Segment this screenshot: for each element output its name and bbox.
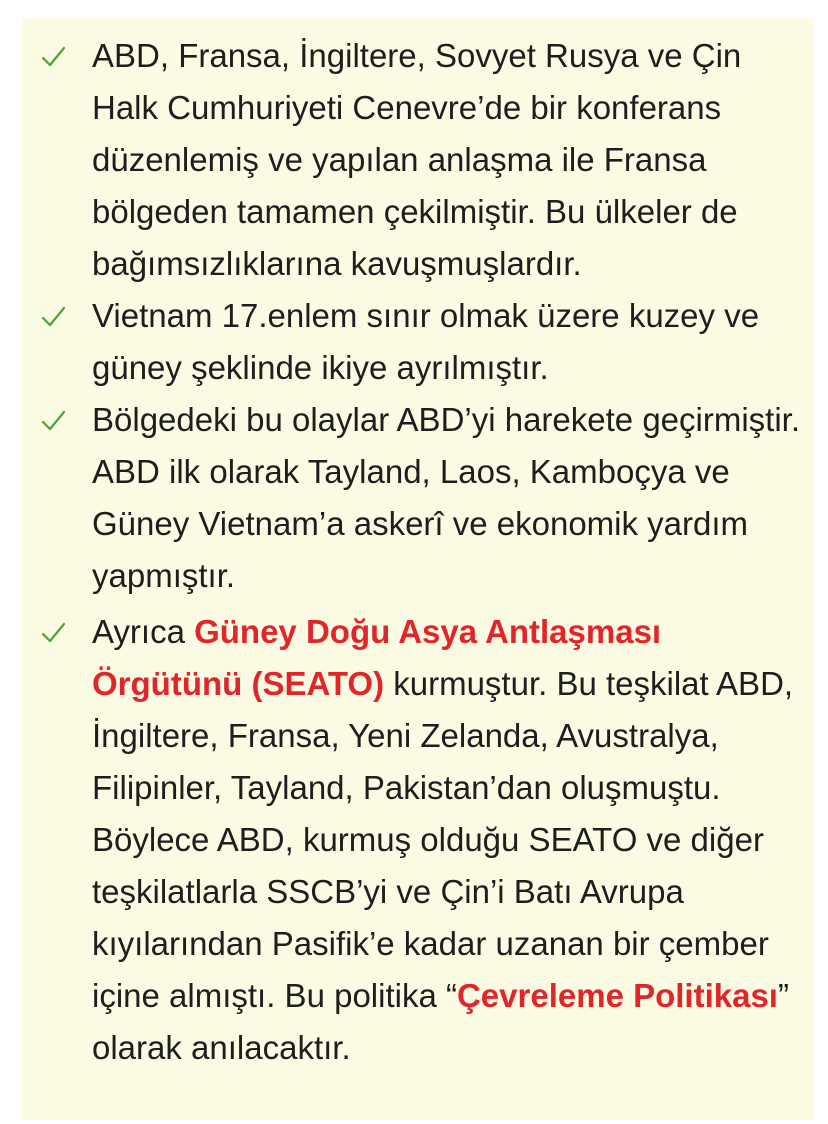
bullet-item-vietnam-division — [22, 290, 814, 394]
bullet-text: Vietnam 17.enlem sınır olmak üzere kuzey ve güney şeklinde ikiye ayrılmıştır. — [92, 297, 760, 386]
checkmark-icon — [38, 618, 68, 648]
checkmark-icon — [38, 406, 68, 436]
bullet-text-part: kurmuştur. Bu teşkilat ABD, İngiltere, Fransa, Yeni Zelanda, Avustralya, Filipinler, Tayland, Pakistan’dan oluşmuştu. Böylece ABD, kurmuş olduğu SEATO ve diğer teşkilatlarla SSCB’yi ve Çin’i Batı Avrupa kıyılarından Pasifik’e kadar uzanan bir çember içine almıştı. Bu politika “ — [92, 665, 794, 1014]
bullet-item-geneva-conference — [22, 30, 814, 290]
bullet-text: ABD, Fransa, İngiltere, Sovyet Rusya ve Çin Halk Cumhuriyeti Cenevre’de bir konferans düzenlemiş ve yapılan anlaşma ile Fransa bölgeden tamamen çekilmiştir. Bu ülkeler de bağımsızlıklarına kavuşmuşlardır. — [92, 37, 742, 282]
bullet-item-usa-aid — [22, 394, 814, 602]
bullet-text-part: Ayrıca — [92, 613, 195, 650]
seato-highlight: Güney Doğu Asya Antlaşması Örgütünü (SEATO) — [92, 613, 662, 702]
bullet-text-part: ” olarak anılacaktır. — [92, 977, 789, 1066]
containment-policy-highlight: Çevreleme Politikası — [456, 977, 778, 1014]
checkmark-icon — [38, 302, 68, 332]
content-panel — [22, 18, 814, 1120]
bullet-text: Bölgedeki bu olaylar ABD’yi harekete geçirmiştir. ABD ilk olarak Tayland, Laos, Kamboçya ve Güney Vietnam’a askerî ve ekonomik yardım yapmıştır. — [92, 401, 801, 594]
bullet-item-seato — [22, 606, 814, 1074]
checkmark-icon — [38, 42, 68, 72]
